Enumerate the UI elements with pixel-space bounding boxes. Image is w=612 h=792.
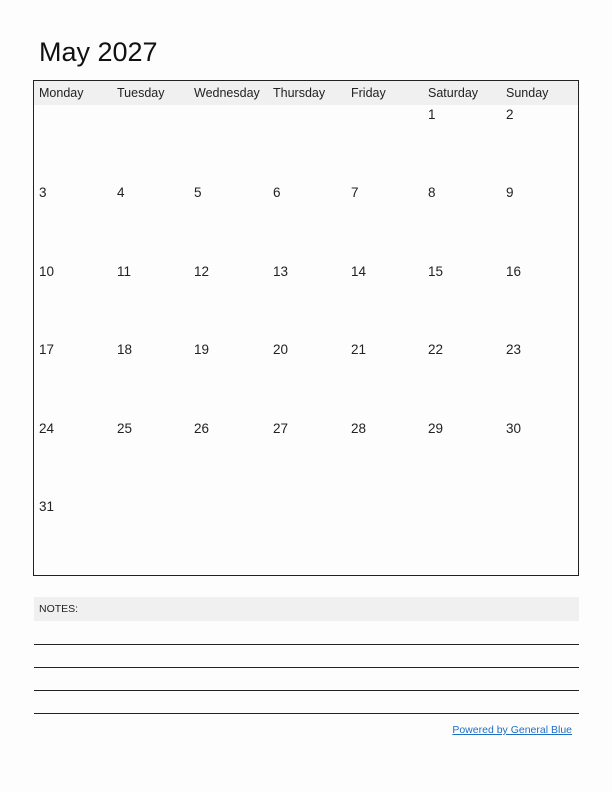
weekday-saturday: Saturday [428,86,479,100]
powered-by-link[interactable]: Powered by General Blue [452,724,572,736]
day-cell: 14 [351,264,367,279]
day-cell: 6 [273,185,281,200]
day-cell: 11 [117,264,132,279]
day-cell: 10 [39,264,55,279]
day-cell: 30 [506,421,522,436]
weekday-friday: Friday [351,86,386,100]
day-cell: 9 [506,185,514,200]
day-cell: 8 [428,185,436,200]
day-cell: 13 [273,264,289,279]
day-cell: 15 [428,264,444,279]
day-cell: 20 [273,342,289,357]
notes-header [34,597,579,621]
weekday-header-row [34,81,578,105]
weekday-monday: Monday [39,86,84,100]
calendar-title: May 2027 [39,37,158,67]
calendar-grid [33,80,579,576]
day-cell: 21 [351,342,367,357]
day-cell: 19 [194,342,210,357]
weekday-sunday: Sunday [506,86,549,100]
weekday-tuesday: Tuesday [117,86,165,100]
day-cell: 29 [428,421,444,436]
day-cell: 23 [506,342,522,357]
notes-line [34,713,579,714]
day-cell: 17 [39,342,55,357]
day-cell: 12 [194,264,210,279]
day-cell: 24 [39,421,55,436]
day-cell: 27 [273,421,289,436]
day-cell: 4 [117,185,125,200]
notes-label: NOTES: [39,603,79,615]
day-cell: 16 [506,264,522,279]
day-cell: 1 [428,107,436,122]
day-cell: 26 [194,421,210,436]
notes-line [34,644,579,645]
day-cell: 2 [506,107,514,122]
day-cell: 7 [351,185,359,200]
notes-line [34,690,579,691]
day-cell: 18 [117,342,133,357]
notes-line [34,667,579,668]
day-cell: 31 [39,499,55,514]
day-cell: 22 [428,342,444,357]
weekday-thursday: Thursday [273,86,326,100]
day-cell: 3 [39,185,47,200]
day-cell: 5 [194,185,202,200]
weekday-wednesday: Wednesday [194,86,260,100]
day-cell: 25 [117,421,133,436]
day-cell: 28 [351,421,367,436]
